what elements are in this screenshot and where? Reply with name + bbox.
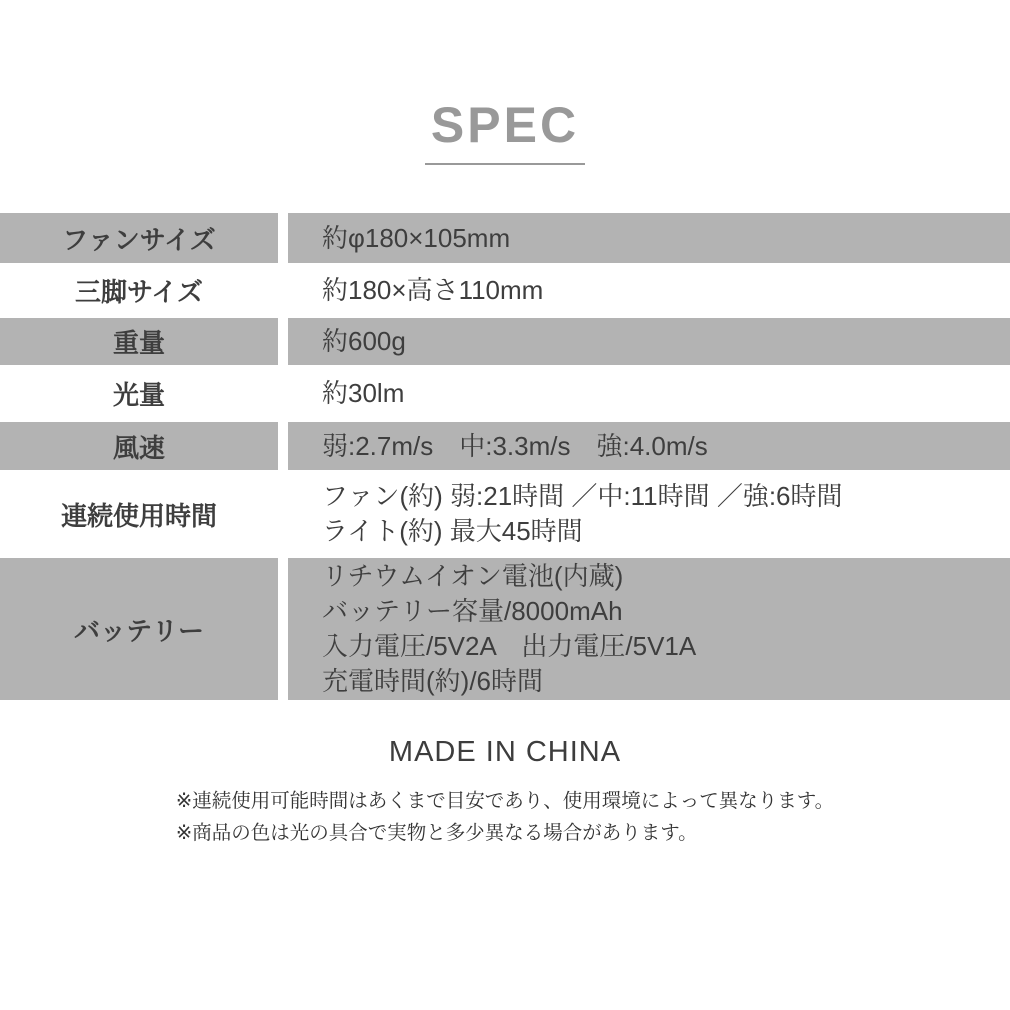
table-row [0,558,1010,700]
page-title: SPEC [425,100,585,165]
spec-label: 光量 [112,380,165,410]
spec-value-line: ライト(約) 最大45時間 [322,516,583,546]
spec-value [288,558,1010,700]
made-in-label: MADE IN CHINA [388,736,622,768]
table-row [0,213,1010,263]
title-section [0,0,1010,165]
spec-label: 三脚サイズ [75,277,203,307]
spec-value-line: ファン(約) 弱:21時間 ／中:11時間 ／強:6時間 [322,481,843,511]
spec-label: ファンサイズ [0,213,278,263]
spec-value-line: 弱:2.7m/s 中:3.3m/s 強:4.0m/s [322,430,708,461]
spec-value-line: 約30lm [322,378,405,408]
table-row [0,365,1010,422]
column-divider [278,558,288,700]
spec-value-line: バッテリー容量/8000mAh [322,596,623,626]
notes-section [176,785,834,849]
column-divider [278,422,288,470]
note-line: ※連続使用可能時間はあくまで目安であり、使用環境によって異なります。 [175,790,835,812]
column-divider [278,213,288,263]
spec-value-line: 充電時間(約)/6時間 [322,666,544,696]
table-row [0,422,1010,470]
spec-value-line: 約φ180×105mm [322,222,511,253]
spec-value-line: 約180×高さ110mm [322,275,544,305]
spec-label: 連続使用時間 [60,500,217,531]
spec-label: 重量 [0,318,278,365]
spec-value [288,213,1010,263]
spec-value [288,422,1010,470]
spec-table [0,213,1010,700]
spec-value [288,470,1010,558]
spec-value-line: 入力電圧/5V2A 出力電圧/5V1A [322,631,697,661]
spec-value [288,365,1010,422]
spec-value-line: リチウムイオン電池(内蔵) [322,561,624,591]
column-divider [278,263,288,318]
spec-label: 風速 [0,422,278,470]
table-row [0,470,1010,558]
spec-value [288,318,1010,365]
column-divider [278,470,288,558]
note-line: ※商品の色は光の具合で実物と多少異なる場合があります。 [175,822,698,844]
table-row [0,263,1010,318]
spec-value [288,263,1010,318]
column-divider [278,318,288,365]
column-divider [278,365,288,422]
spec-value-line: 約600g [322,326,406,356]
spec-label: バッテリー [0,558,278,700]
table-row [0,318,1010,365]
